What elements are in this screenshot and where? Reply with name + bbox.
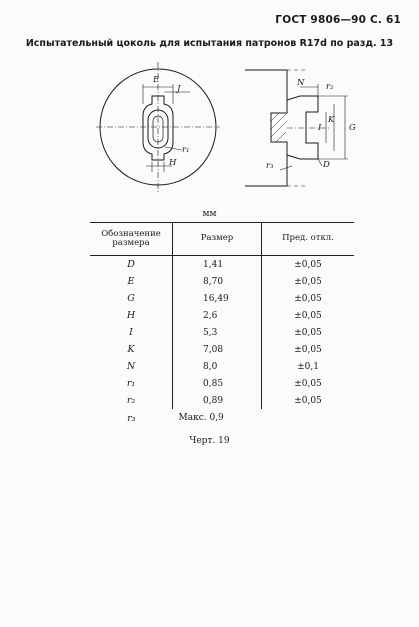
cell-tolerance: ±0,05 — [262, 341, 355, 358]
cell-tolerance: ±0,05 — [262, 256, 355, 274]
cell-symbol: N — [126, 361, 136, 372]
label-r1: r₁ — [182, 145, 190, 155]
cell-size: 5,3 — [173, 324, 262, 341]
label-D: D — [323, 160, 330, 170]
cell-symbol: r₁ — [126, 378, 136, 389]
cell-tolerance: ±0,05 — [262, 324, 355, 341]
cell-symbol: D — [127, 259, 135, 270]
label-E: E — [153, 75, 160, 85]
table-row — [90, 392, 354, 409]
cell-tolerance: ±0,05 — [262, 392, 355, 409]
cell-symbol: I — [129, 327, 133, 338]
table-row-last — [90, 409, 354, 427]
figure-title: Испытательный цоколь для испытания патронов R17d по разд. 13 — [25, 38, 394, 49]
cell-symbol: r₂ — [126, 395, 136, 406]
label-I: I — [318, 123, 322, 133]
cell-tolerance: ±0,05 — [262, 290, 355, 307]
label-r3: r₃ — [266, 161, 274, 171]
cell-size: 0,89 — [173, 392, 262, 409]
table-row — [90, 256, 354, 274]
technical-drawing — [0, 0, 419, 210]
header-symbol: Обозначение размера — [90, 223, 173, 256]
cell-size: 7,08 — [173, 341, 262, 358]
cell-symbol: K — [127, 344, 135, 355]
cell-size: 2,6 — [173, 307, 262, 324]
label-H: H — [169, 158, 177, 168]
table-row — [90, 341, 354, 358]
cell-symbol: r₃ — [127, 412, 136, 424]
label-N: N — [297, 78, 305, 88]
label-K: K — [328, 115, 335, 125]
cell-tolerance: ±0,05 — [262, 273, 355, 290]
dimensions-table — [90, 222, 354, 427]
header-tolerance: Пред. откл. — [262, 223, 355, 256]
label-J: J — [177, 84, 181, 94]
table-row — [90, 358, 354, 375]
cell-tolerance: ±0,1 — [262, 358, 355, 375]
table-row — [90, 307, 354, 324]
label-G: G — [349, 123, 356, 133]
table-row — [90, 273, 354, 290]
cell-size: 0,85 — [173, 375, 262, 392]
table-row — [90, 375, 354, 392]
cell-tolerance: ±0,05 — [262, 307, 355, 324]
page-header: ГОСТ 9806—90 С. 61 — [275, 14, 401, 26]
table-row — [90, 290, 354, 307]
cell-size: 8,0 — [173, 358, 262, 375]
units-label: мм — [202, 209, 217, 219]
cell-tolerance: ±0,05 — [262, 375, 355, 392]
cell-size: 8,70 — [173, 273, 262, 290]
cell-size: 1,41 — [173, 256, 262, 274]
cell-symbol: E — [127, 276, 135, 287]
table-header-row — [90, 223, 354, 256]
cell-size: 16,49 — [173, 290, 262, 307]
header-size: Размер — [173, 223, 262, 256]
cell-max-value: Макс. 0,9 — [178, 413, 224, 423]
table-row — [90, 324, 354, 341]
insert-profile — [287, 96, 318, 159]
cell-symbol: H — [126, 310, 136, 321]
figure-caption: Черт. 19 — [189, 436, 230, 446]
label-r2: r₂ — [326, 82, 334, 92]
cell-symbol: G — [127, 293, 135, 304]
